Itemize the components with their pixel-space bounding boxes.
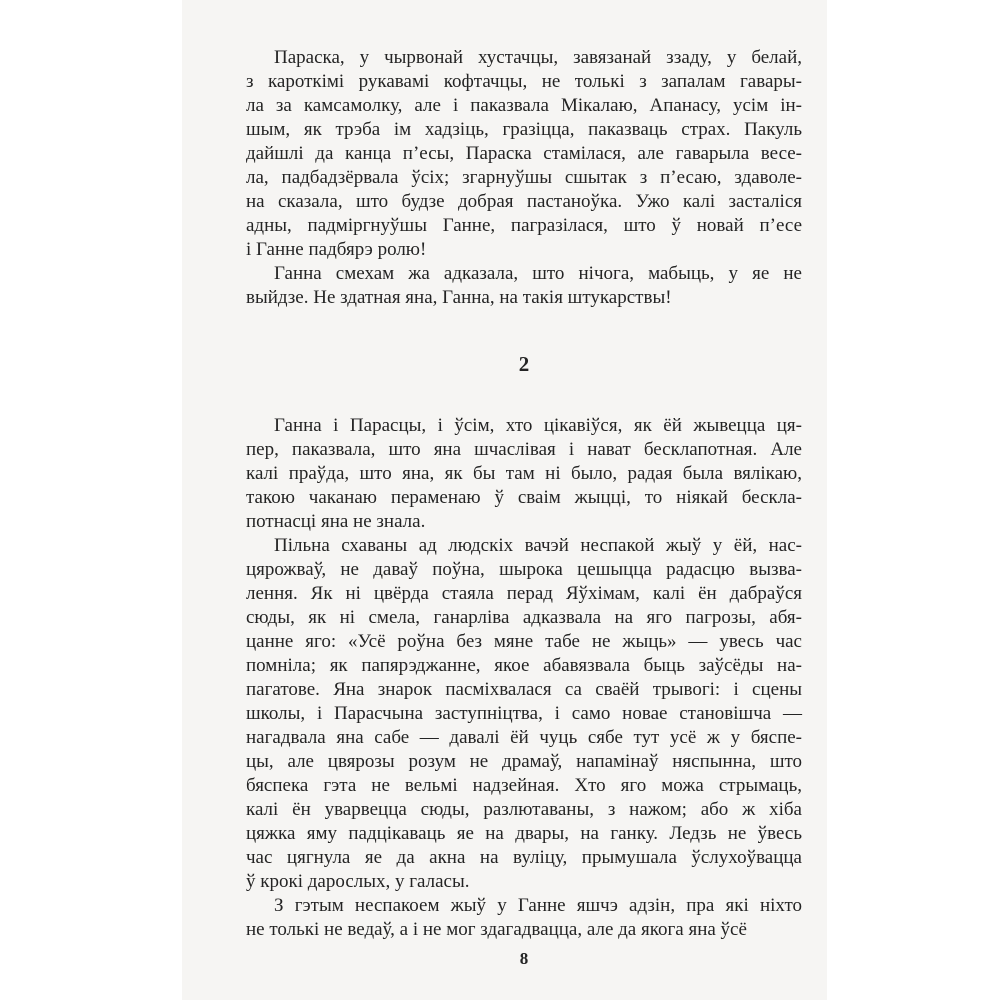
section-2-paragraphs <box>246 414 802 942</box>
section-number-heading: 2 <box>518 352 530 376</box>
page-number: 8 <box>519 949 529 968</box>
text-line: такою чаканаю пераменаю ў сваім жыцці, то ніякай бескла- <box>246 487 802 508</box>
text-line: час цягнула яе да акна на вуліцу, прымушала ўслухоўвацца <box>246 847 802 868</box>
text-line: не толькі не ведаў, а і не мог здагадвацца, але да якога яна ўсё <box>246 919 747 940</box>
section-1-paragraphs <box>246 46 802 310</box>
text-line: на сказала, што будзе добрая пастаноўка. Ужо калі засталіся <box>246 191 802 212</box>
text-line: пагатове. Яна знарок пасміхвалася са сваёй трывогі: і сцены <box>246 679 802 700</box>
text-line: З гэтым неспакоем жыў у Ганне яшчэ адзін, пра які ніхто <box>274 895 802 916</box>
text-line: і Ганне падбярэ ролю! <box>246 239 427 260</box>
text-line: Пільна схаваны ад людскіх вачэй неспакой жыў у ёй, нас- <box>274 535 802 556</box>
text-line: цанне яго: «Усё роўна без мяне табе не жыць» — увесь час <box>246 631 802 652</box>
text-line: адны, падміргнуўшы Ганне, пагразілася, што ў новай п’есе <box>246 215 802 236</box>
text-line: нагадвала яна сабе — давалі ёй чуць сябе тут усё ж у бяспе- <box>246 727 802 748</box>
book-page <box>182 0 827 1000</box>
text-line: калі ён уварвецца сюды, разлютаваны, з нажом; або ж хіба <box>246 799 802 820</box>
text-line: шым, як трэба ім хадзіць, гразіцца, паказваць страх. Пакуль <box>246 119 802 140</box>
text-line: лення. Як ні цвёрда стаяла перад Яўхімам, калі ён дабраўся <box>246 583 802 604</box>
text-line: выйдзе. Не здатная яна, Ганна, на такія штукарствы! <box>246 287 672 308</box>
text-line: цярожваў, не даваў поўна, шырока цешыцца радасцю вызва- <box>246 559 802 580</box>
text-line: ла за камсамолку, але і паказвала Мікалаю, Апанасу, усім ін- <box>246 95 802 116</box>
text-line: ла, падбадзёрвала ўсіх; згарнуўшы сшытак з п’есаю, здаволе- <box>246 167 802 188</box>
text-line: помніла; як папярэджанне, якое абавязвала быць заўсёды на- <box>246 655 802 676</box>
text-line: дайшлі да канца п’есы, Параска стамілася, але гаварыла весе- <box>246 143 802 164</box>
text-line: Ганна і Парасцы, і ўсім, хто цікавіўся, як ёй жывецца ця- <box>274 415 802 436</box>
text-line: пер, паказвала, што яна шчаслівая і нават бесклапотная. Але <box>246 439 802 460</box>
text-line: Параска, у чырвонай хустачцы, завязанай ззаду, у белай, <box>274 47 802 68</box>
text-line: бяспека гэта не вельмі надзейная. Хто яго можа стрымаць, <box>246 775 802 796</box>
text-line: потнасці яна не знала. <box>246 511 426 532</box>
paragraph <box>246 262 802 310</box>
text-block <box>246 46 802 942</box>
text-line: цы, але цвярозы розум не драмаў, напамінаў няспынна, што <box>246 751 802 772</box>
text-line: школы, і Парасчына заступніцтва, і само новае становішча — <box>246 703 802 724</box>
text-line: Ганна смехам жа адказала, што нічога, мабыць, у яе не <box>274 263 802 284</box>
paragraph <box>246 894 802 942</box>
text-line: з кароткімі рукавамі кофтачцы, не толькі з запалам гавары- <box>246 71 802 92</box>
text-line: цяжка яму падцікаваць яе на двары, на ганку. Ледзь не ўвесь <box>246 823 802 844</box>
text-line: сюды, як ні смела, ганарліва адказвала на яго пагрозы, абя- <box>246 607 802 628</box>
paragraph <box>246 46 802 262</box>
paragraph <box>246 534 802 894</box>
paragraph <box>246 414 802 534</box>
text-line: калі праўда, што яна, як бы там ні было, радая была вялікаю, <box>246 463 802 484</box>
text-line: ў крокі дарослых, у галасы. <box>246 871 470 892</box>
